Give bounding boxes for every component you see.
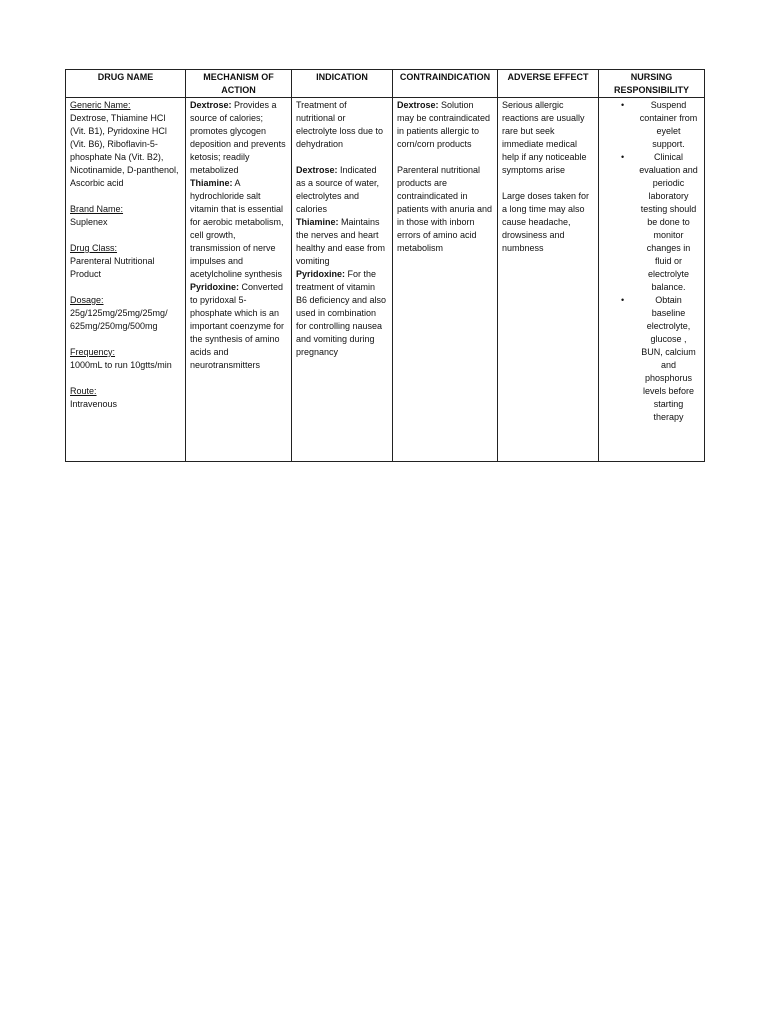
indication-dextrose-label: Dextrose: bbox=[296, 165, 338, 175]
mechanism-pyridoxine-label: Pyridoxine: bbox=[190, 282, 240, 292]
frequency-label: Frequency: bbox=[70, 347, 116, 357]
contraindication-parenteral-text: Parenteral nutritional products are contraindicated in patients with anuria and in those with inborn errors of amino acid metabolism bbox=[397, 165, 493, 253]
frequency-value: 1000mL to run 10gtts/min bbox=[70, 360, 172, 370]
nursing-responsibility-list bbox=[603, 99, 700, 424]
mechanism-dextrose-text: Provides a source of calories; promotes glycogen deposition and prevents ketosis; readily metabolized bbox=[190, 100, 286, 175]
indication-pyridoxine-text: For the treatment of vitamin B6 deficiency and also used in combination for controlling nausea and vomiting during pregnancy bbox=[296, 269, 387, 357]
header-drug-name: DRUG NAME bbox=[66, 70, 186, 98]
mechanism-thiamine-text: A hydrochloride salt vitamin that is essential for aerobic metabolism, cell growth, transmission of nerve impulses and acetylcholine synthesis bbox=[190, 178, 284, 279]
dosage-value: 25g/125mg/25mg/25mg/ 625mg/250mg/500mg bbox=[70, 308, 168, 331]
header-indication: INDICATION bbox=[292, 70, 393, 98]
bullet-icon: • bbox=[621, 295, 625, 305]
indication-cell bbox=[292, 98, 393, 462]
bullet-icon: • bbox=[621, 152, 625, 162]
route-value: Intravenous bbox=[70, 399, 118, 409]
mechanism-cell bbox=[186, 98, 292, 462]
adverse-effect-text-2: Large doses taken for a long time may also cause headache, drowsiness and numbness bbox=[502, 191, 590, 253]
header-nursing-responsibility: NURSING RESPONSIBILITY bbox=[599, 70, 705, 98]
mechanism-dextrose-label: Dextrose: bbox=[190, 100, 232, 110]
generic-name-label: Generic Name: bbox=[70, 100, 131, 110]
header-mechanism: MECHANISM OF ACTION bbox=[186, 70, 292, 98]
brand-name-label: Brand Name: bbox=[70, 204, 124, 214]
nursing-item-text: Obtain baseline electrolyte, glucose , BUN, calcium and phosphorus levels before starting therapy bbox=[641, 295, 696, 422]
nursing-item bbox=[603, 151, 700, 294]
contraindication-cell bbox=[393, 98, 498, 462]
generic-name-value: Dextrose, Thiamine HCl (Vit. B1), Pyridoxine HCl (Vit. B6), Riboflavin-5-phosphate Na (Vit. B2), Nicotinamide, D-panthenol, Ascorbic acid bbox=[70, 113, 179, 188]
indication-general-text: Treatment of nutritional or electrolyte loss due to dehydration bbox=[296, 100, 384, 149]
header-row bbox=[66, 70, 705, 98]
header-adverse-effect: ADVERSE EFFECT bbox=[498, 70, 599, 98]
indication-dextrose-text: Indicated as a source of water, electrolytes and calories bbox=[296, 165, 380, 214]
nursing-item bbox=[603, 99, 700, 151]
drug-study-table bbox=[65, 69, 705, 462]
bullet-icon: • bbox=[621, 100, 625, 110]
nursing-item-text: Clinical evaluation and periodic laboratory testing should be done to monitor changes in fluid or electrolyte balance. bbox=[639, 152, 698, 292]
indication-pyridoxine-label: Pyridoxine: bbox=[296, 269, 346, 279]
mechanism-pyridoxine-text: Converted to pyridoxal 5-phosphate which is an important coenzyme for the synthesis of amino acids and neurotransmitters bbox=[190, 282, 285, 370]
header-contraindication: CONTRAINDICATION bbox=[393, 70, 498, 98]
contraindication-dextrose-text: Solution may be contraindicated in patients allergic to corn/corn products bbox=[397, 100, 491, 149]
dosage-label: Dosage: bbox=[70, 295, 104, 305]
nursing-item bbox=[603, 294, 700, 424]
adverse-effect-cell bbox=[498, 98, 599, 462]
route-label: Route: bbox=[70, 386, 97, 396]
indication-thiamine-label: Thiamine: bbox=[296, 217, 339, 227]
mechanism-thiamine-label: Thiamine: bbox=[190, 178, 233, 188]
nursing-item-text: Suspend container from eyelet support. bbox=[639, 100, 698, 149]
content-row bbox=[66, 98, 705, 462]
nursing-responsibility-cell bbox=[599, 98, 705, 462]
brand-name-value: Suplenex bbox=[70, 217, 108, 227]
contraindication-dextrose-label: Dextrose: bbox=[397, 100, 439, 110]
drug-name-cell bbox=[66, 98, 186, 462]
drug-class-label: Drug Class: bbox=[70, 243, 118, 253]
adverse-effect-text-1: Serious allergic reactions are usually rare but seek immediate medical help if any noticeable symptoms arise bbox=[502, 100, 587, 175]
drug-class-value: Parenteral Nutritional Product bbox=[70, 256, 155, 279]
indication-thiamine-text: Maintains the nerves and heart healthy and ease from vomiting bbox=[296, 217, 386, 266]
